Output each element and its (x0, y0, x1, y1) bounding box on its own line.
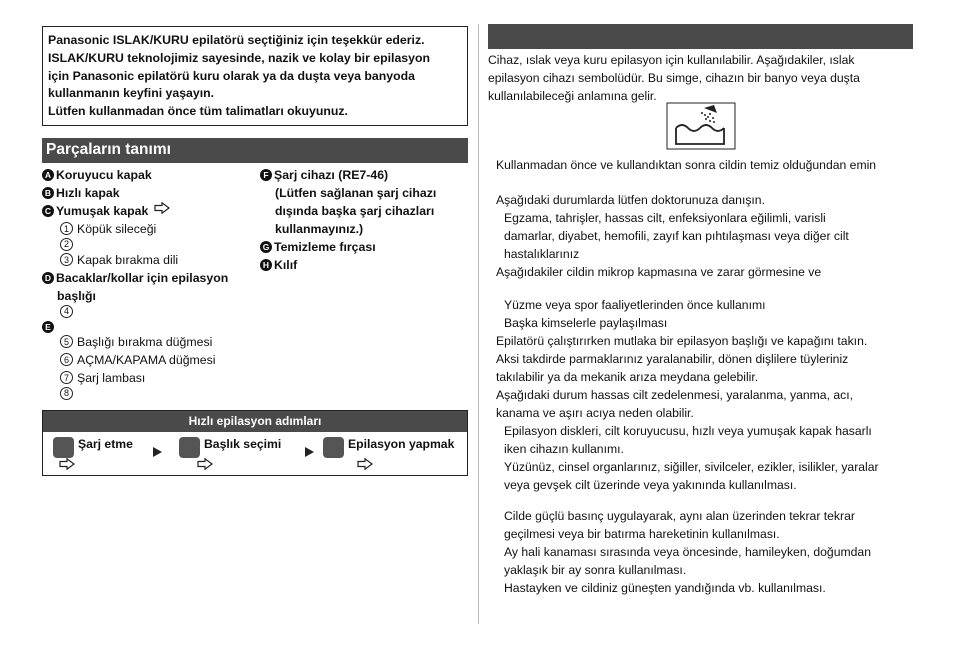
part-c (42, 202, 257, 220)
part-c-sub-1 (42, 220, 257, 238)
part-a (42, 166, 257, 184)
parts-section-title: Parçaların tanımı (42, 138, 468, 163)
quick-steps-box (42, 410, 468, 476)
part-d-label: Bacaklar/kollar için epilasyon (56, 270, 229, 285)
step-next-triangle-icon (153, 447, 162, 457)
text-line: Ay hali kanaması sırasında veya öncesinde, hamileyken, doğumdan (504, 545, 871, 559)
text-line: Egzama, tahrişler, hassas cilt, enfeksiyonlara eğilimli, varisli (504, 211, 826, 225)
parts-column-2 (260, 166, 470, 274)
doctor-paragraph (496, 191, 926, 281)
part-f (260, 166, 470, 184)
step-number-box (179, 437, 200, 458)
step-label: Başlık seçimi (204, 437, 282, 451)
part-b (42, 184, 257, 202)
number-circle: 6 (60, 353, 73, 366)
quick-steps-title: Hızlı epilasyon adımları (43, 411, 467, 432)
part-e-sub-8 (42, 387, 257, 400)
step-number-box (53, 437, 74, 458)
text-line: Cihaz, ıslak veya kuru epilasyon için kullanılabilir. Aşağıdakiler, ıslak (488, 53, 855, 67)
part-a-label: Koruyucu kapak (56, 167, 152, 182)
parts-column-1 (42, 166, 257, 400)
text-line: Aksi takdirde parmaklarınız yaralanabilir, dönen dişlilere tüyleriniz (496, 352, 849, 366)
part-c-sub-3 (42, 251, 257, 269)
shower-bath-icon (666, 102, 736, 150)
sub-label: AÇMA/KAPAMA düğmesi (77, 352, 216, 367)
badge-a: A (42, 169, 54, 181)
part-e-sub-6 (42, 351, 257, 369)
part-f-note-1: (Lütfen sağlanan şarj cihazı (275, 185, 437, 200)
intro-line: için Panasonic epilatörü kuru olarak ya da duşta veya banyoda (48, 68, 415, 83)
number-circle: 5 (60, 335, 73, 348)
infection-list (504, 296, 934, 332)
part-c-label: Yumuşak kapak (56, 203, 149, 218)
number-circle: 7 (60, 371, 73, 384)
intro-line: Panasonic ISLAK/KURU epilatörü seçtiğiniz için teşekkür ederiz. (48, 33, 425, 47)
step-head-select (179, 437, 281, 458)
text-line: Aşağıdaki durum hassas cilt zedelenmesi, yaralanma, yanma, acı, (496, 388, 853, 402)
part-f-label: Şarj cihazı (RE7-46) (274, 167, 389, 182)
text-line: Epilasyon diskleri, cilt koruyucusu, hızlı veya yumuşak kapak hasarlı (504, 424, 872, 438)
number-circle: 2 (60, 238, 73, 251)
part-g-label: Temizleme fırçası (274, 239, 376, 254)
badge-b: B (42, 187, 54, 199)
see-page-arrow-icon (59, 458, 75, 470)
text-line: takılabilir ya da mekanik arıza meydana gelebilir. (496, 370, 759, 384)
number-circle: 8 (60, 387, 73, 400)
part-g (260, 238, 470, 256)
see-page-arrow-icon (154, 202, 170, 214)
part-d (42, 269, 257, 287)
number-circle: 3 (60, 253, 73, 266)
left-column (42, 26, 468, 406)
text-line: kullanılabileceği anlamına gelir. (488, 89, 657, 103)
pressure-list (504, 507, 934, 597)
badge-f: F (260, 169, 272, 181)
see-page-arrow-icon (357, 458, 373, 470)
text-line: damarlar, diyabet, hemofili, zayıf kan pıhtılaşması veya diğer cilt (504, 229, 849, 243)
badge-c: C (42, 205, 54, 217)
wet-use-paragraph (488, 51, 918, 105)
sub-label: Başlığı bırakma düğmesi (77, 334, 213, 349)
sub-label: Köpük sileceği (77, 221, 157, 236)
step-epilate (323, 437, 454, 458)
parts-list (42, 166, 468, 406)
text-line: hastalıklarınız (504, 247, 580, 261)
part-f-note-3: kullanmayınız.) (275, 221, 364, 236)
badge-h: H (260, 259, 272, 271)
part-c-sub-2 (42, 238, 257, 251)
text-line: veya gevşek cilt üzerinde veya yakınında kullanılması. (504, 478, 797, 492)
part-e-sub-5 (42, 333, 257, 351)
text-line: Epilatörü çalıştırırken mutlaka bir epilasyon başlığı ve kapağını takın. (496, 334, 868, 348)
step-number-box (323, 437, 344, 458)
badge-d: D (42, 272, 54, 284)
clean-skin-paragraph: Kullanmadan önce ve kullandıktan sonra cildin temiz olduğundan emin (496, 158, 877, 172)
part-d-label-cont: başlığı (57, 288, 96, 303)
text-line: kanama ve aşırı acıya neden olabilir. (496, 406, 694, 420)
part-h-label: Kılıf (274, 257, 298, 272)
badge-g: G (260, 241, 272, 253)
part-d-sub-4 (42, 305, 257, 318)
intro-line: Lütfen kullanmadan önce tüm talimatları okuyunuz. (48, 104, 348, 119)
intro-box (42, 26, 468, 126)
badge-e: E (42, 321, 54, 333)
part-e (42, 318, 257, 333)
step-label: Epilasyon yapmak (348, 437, 455, 451)
part-f-note-2: dışında başka şarj cihazları (275, 203, 435, 218)
sub-label: Kapak bırakma dili (77, 252, 179, 267)
step-next-triangle-icon (305, 447, 314, 457)
text-line: epilasyon cihazı sembolüdür. Bu simge, cihazın bir banyo veya duşta (488, 71, 860, 85)
text-line: Hastayken ve cildiniz güneşten yandığında vb. kullanılması. (504, 581, 826, 595)
intro-line: ISLAK/KURU teknolojimiz sayesinde, nazik ve kolay bir epilasyon (48, 50, 431, 65)
text-line: geçilmesi veya bir batırma hareketinin kullanılması. (504, 527, 780, 541)
number-circle: 1 (60, 222, 73, 235)
number-circle: 4 (60, 305, 73, 318)
see-page-arrow-icon (197, 458, 213, 470)
text-line: iken cihazın kullanımı. (504, 442, 624, 456)
text-line: yaklaşık bir ay sonra kullanılması. (504, 563, 687, 577)
part-h (260, 256, 470, 274)
intro-line: kullanmanın keyfini yaşayın. (48, 86, 215, 101)
sub-label: Şarj lambası (77, 370, 146, 385)
part-e-sub-7 (42, 369, 257, 387)
step-label: Şarj etme (78, 437, 133, 451)
section-title-bar (488, 24, 913, 49)
text-line: Başka kimselerle paylaşılması (504, 316, 668, 330)
text-line: Yüzme veya spor faaliyetlerinden önce kullanımı (504, 298, 766, 312)
text-line: Yüzünüz, cinsel organlarınız, siğiller, sivilceler, ezikler, isilikler, yaralar (504, 460, 879, 474)
part-b-label: Hızlı kapak (56, 185, 120, 200)
text-line: Aşağıdakiler cildin mikrop kapmasına ve zarar görmesine ve (496, 265, 822, 279)
text-line: Aşağıdaki durumlarda lütfen doktorunuza danışın. (496, 193, 765, 207)
step-charge (53, 437, 133, 458)
text-line: Cilde güçlü basınç uygulayarak, aynı alan üzerinden tekrar tekrar (504, 509, 855, 523)
right-column (478, 24, 918, 624)
safety-paragraph (496, 332, 926, 494)
